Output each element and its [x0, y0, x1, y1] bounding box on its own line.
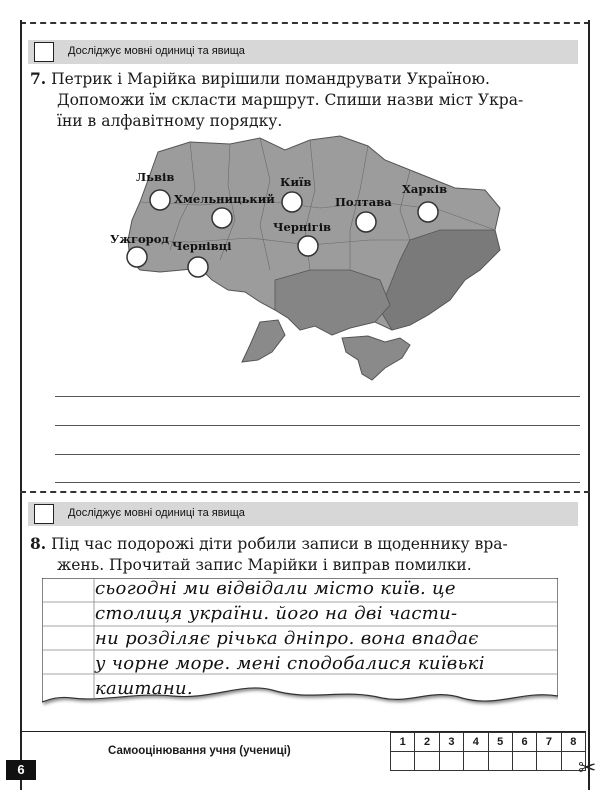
- city-label-kyiv: Київ: [280, 175, 312, 189]
- answer-line[interactable]: [55, 482, 580, 483]
- handwritten-line: ни розділяє річька дніпро. вона впадає: [95, 628, 479, 649]
- score-cell[interactable]: [391, 752, 415, 771]
- score-cell[interactable]: [512, 752, 536, 771]
- scissors-icon: ✂: [578, 756, 597, 781]
- city-marker-uzhhorod[interactable]: [127, 247, 147, 267]
- score-label: 8: [561, 733, 585, 752]
- score-cell[interactable]: [415, 752, 439, 771]
- checkbox-icon[interactable]: [34, 504, 54, 524]
- score-label: 7: [537, 733, 561, 752]
- task-number: 7.: [30, 69, 47, 88]
- answer-line[interactable]: [55, 454, 580, 455]
- score-label: 1: [391, 733, 415, 752]
- city-label-poltava: Полтава: [335, 195, 392, 209]
- score-cell[interactable]: [464, 752, 488, 771]
- score-label: 3: [439, 733, 463, 752]
- score-grid: [390, 732, 586, 771]
- section-bar-1: [28, 40, 578, 64]
- task-8: [30, 533, 585, 576]
- city-label-chernivtsi: Чернівці: [172, 239, 232, 253]
- city-label-chernihiv: Чернігів: [273, 220, 332, 234]
- city-marker-chernivtsi[interactable]: [188, 257, 208, 277]
- task-text-line: жень. Прочитай запис Марійки і виправ помилки.: [57, 556, 472, 574]
- self-evaluation: [20, 731, 586, 772]
- cut-line-middle: [20, 491, 590, 493]
- task-text-line: Петрик і Марійка вирішили помандрувати Україною.: [51, 70, 490, 88]
- score-label: 5: [488, 733, 512, 752]
- map-crimea: [342, 336, 410, 380]
- city-label-khmelnytskyi: Хмельницький: [174, 192, 275, 206]
- task-text-line: Під час подорожі діти робили записи в щоденнику вра-: [51, 535, 508, 553]
- section-bar-2: [28, 502, 578, 526]
- task-7: [30, 68, 585, 132]
- city-label-uzhhorod: Ужгород: [110, 232, 170, 246]
- self-evaluation-title: Самооцінювання учня (учениці): [108, 745, 291, 757]
- section-label: Досліджує мовні одиниці та явища: [68, 45, 245, 57]
- score-label: 6: [512, 733, 536, 752]
- task-number: 8.: [30, 534, 47, 553]
- handwritten-line: сьогодні ми відвідали місто київ. це: [95, 578, 456, 599]
- page-number: 6: [6, 760, 36, 780]
- city-marker-poltava[interactable]: [356, 212, 376, 232]
- handwritten-line: столиця україни. його на дві части-: [95, 603, 458, 624]
- city-marker-chernihiv[interactable]: [298, 236, 318, 256]
- score-label: 4: [464, 733, 488, 752]
- answer-line[interactable]: [55, 396, 580, 397]
- city-marker-kharkiv[interactable]: [418, 202, 438, 222]
- score-cell[interactable]: [537, 752, 561, 771]
- city-marker-khmelnytskyi[interactable]: [212, 208, 232, 228]
- score-cell[interactable]: [488, 752, 512, 771]
- city-marker-kyiv[interactable]: [282, 192, 302, 212]
- city-label-kharkiv: Харків: [402, 182, 448, 196]
- task-text-line: їни в алфавітному порядку.: [57, 112, 283, 130]
- map-region-south: [275, 270, 390, 335]
- checkbox-icon[interactable]: [34, 42, 54, 62]
- answer-line[interactable]: [55, 425, 580, 426]
- city-marker-lviv[interactable]: [150, 190, 170, 210]
- handwritten-line: каштани.: [95, 678, 193, 699]
- handwritten-line: у чорне море. мені сподобалися київькі: [95, 653, 485, 674]
- ukraine-map: [110, 130, 510, 390]
- section-label: Досліджує мовні одиниці та явища: [68, 507, 245, 519]
- task-text-line: Допоможи їм скласти маршрут. Спиши назви міст Укра-: [57, 91, 524, 109]
- map-odesa-south: [242, 320, 285, 362]
- city-label-lviv: Львів: [136, 170, 175, 184]
- score-cell[interactable]: [439, 752, 463, 771]
- score-label: 2: [415, 733, 439, 752]
